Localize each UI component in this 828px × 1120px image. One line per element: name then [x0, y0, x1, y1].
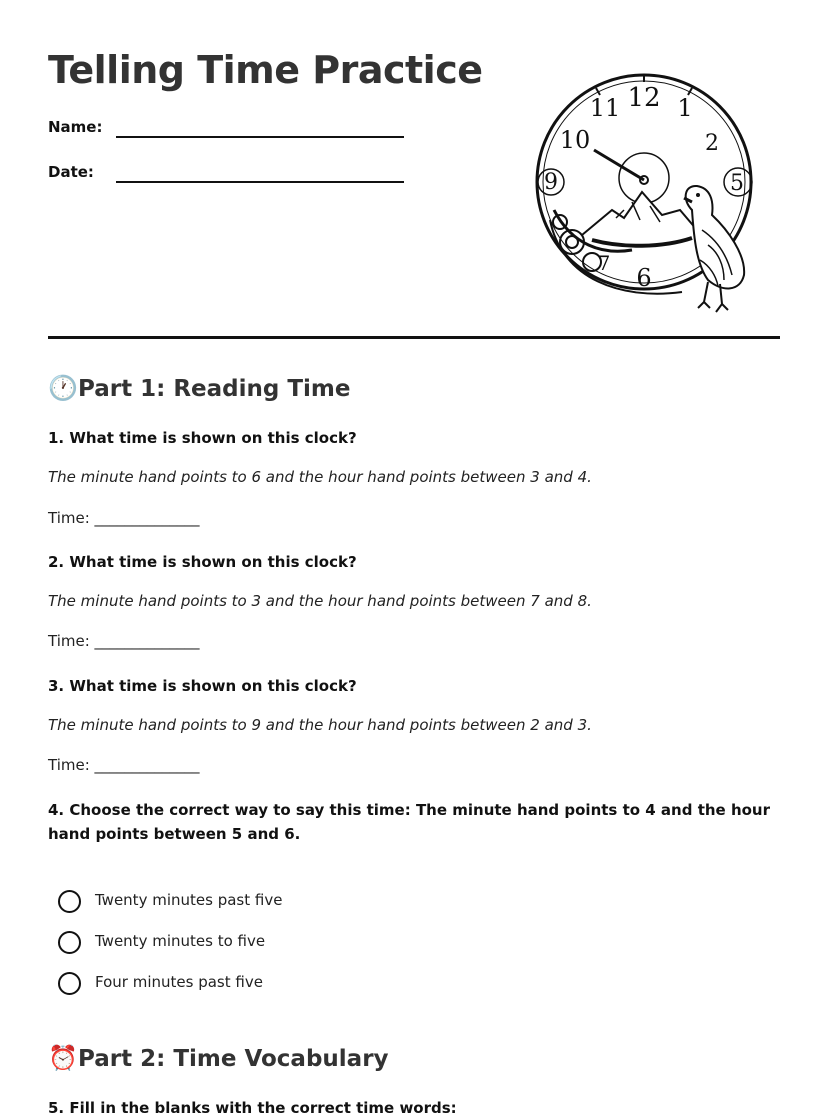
clock-numeral: 11 [589, 94, 621, 122]
option-2[interactable] [58, 931, 458, 955]
clock-illustration [532, 70, 756, 316]
question-1-prompt: 1. What time is shown on this clock? [48, 429, 357, 447]
option-1[interactable] [58, 890, 458, 914]
part1-title: Part 1: Reading Time [78, 376, 351, 402]
section-divider [48, 336, 780, 339]
clock-face-icon: 🕐 [48, 374, 78, 402]
alarm-clock-icon: ⏰ [48, 1044, 78, 1072]
clock-numeral: 7 [597, 251, 611, 275]
part1-heading [48, 374, 350, 402]
clock-numeral: 6 [636, 264, 652, 292]
clock-numeral: 5 [730, 171, 744, 196]
option-label: Four minutes past five [95, 973, 263, 991]
option-label: Twenty minutes to five [95, 932, 266, 950]
name-line[interactable] [116, 136, 404, 138]
name-label: Name: [48, 118, 103, 136]
option-label: Twenty minutes past five [95, 891, 283, 909]
question-3-prompt: 3. What time is shown on this clock? [48, 677, 357, 695]
date-line[interactable] [116, 181, 404, 183]
part2-heading [48, 1044, 389, 1072]
date-field[interactable] [48, 163, 408, 193]
clock-numeral: 9 [544, 170, 558, 195]
radio-button[interactable] [58, 931, 81, 954]
clock-numeral: 10 [559, 126, 591, 154]
question-5-prompt: 5. Fill in the blanks with the correct time words: [48, 1099, 457, 1117]
question-4-prompt: 4. Choose the correct way to say this time: The minute hand points to 4 and the hour hand points between 5 and 6. [48, 801, 770, 843]
question-2-hint: The minute hand points to 3 and the hour hand points between 7 and 8. [48, 592, 592, 610]
radio-button[interactable] [58, 890, 81, 913]
radio-button[interactable] [58, 972, 81, 995]
option-3[interactable] [58, 972, 458, 996]
part2-title: Part 2: Time Vocabulary [78, 1046, 389, 1072]
name-field[interactable] [48, 118, 408, 148]
question-2-answer[interactable]: Time: ______________ [48, 632, 200, 650]
question-1-answer[interactable]: Time: ______________ [48, 509, 200, 527]
clock-numeral: 2 [705, 131, 719, 156]
question-2-prompt: 2. What time is shown on this clock? [48, 553, 357, 571]
question-1-hint: The minute hand points to 6 and the hour hand points between 3 and 4. [48, 468, 592, 486]
date-label: Date: [48, 163, 94, 181]
clock-numeral: 12 [627, 83, 661, 113]
clock-numeral: 1 [677, 94, 693, 122]
page-title: Telling Time Practice [48, 48, 483, 92]
question-3-answer[interactable]: Time: ______________ [48, 756, 200, 774]
question-3-hint: The minute hand points to 9 and the hour hand points between 2 and 3. [48, 716, 592, 734]
